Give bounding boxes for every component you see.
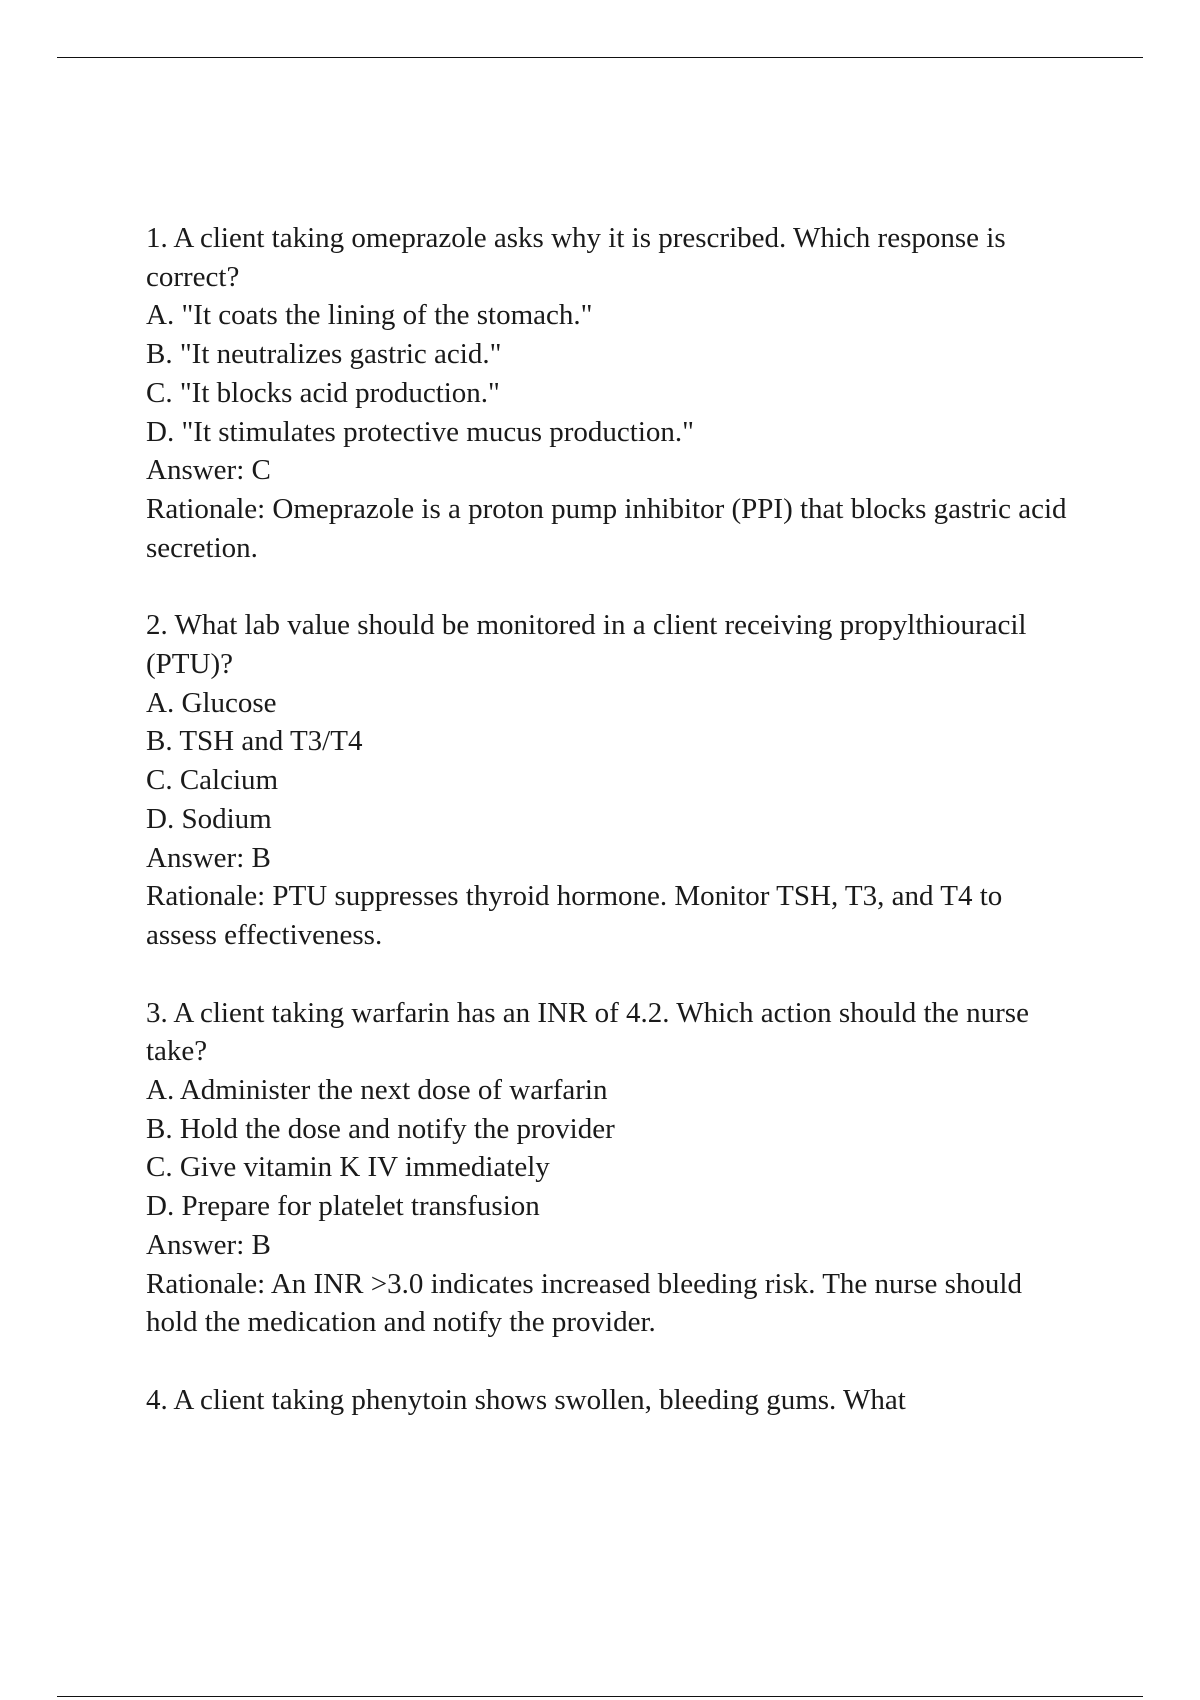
question-2 <box>146 606 1076 954</box>
question-3 <box>146 994 1076 1342</box>
header-rule <box>57 57 1143 58</box>
answer-option: A. Administer the next dose of warfarin <box>146 1074 608 1107</box>
rationale: Rationale: An INR >3.0 indicates increased bleeding risk. The nurse should hold the medication and notify the provider. <box>146 1267 1030 1339</box>
answer-option: C. Give vitamin K IV immediately <box>146 1151 550 1184</box>
correct-answer: Answer: C <box>146 454 271 487</box>
answer-option: A. "It coats the lining of the stomach." <box>146 299 593 332</box>
document-body <box>146 219 1076 1459</box>
question-stem: 1. A client taking omeprazole asks why it is prescribed. Which response is correct? <box>146 222 1013 293</box>
footer-rule <box>57 1696 1143 1697</box>
rationale: Rationale: Omeprazole is a proton pump inhibitor (PPI) that blocks gastric acid secretion. <box>146 492 1074 564</box>
answer-option: D. Prepare for platelet transfusion <box>146 1190 540 1223</box>
question-stem: 4. A client taking phenytoin shows swollen, bleeding gums. What <box>146 1383 906 1416</box>
question-1 <box>146 219 1076 567</box>
answer-option: D. Sodium <box>146 802 272 835</box>
question-stem: 2. What lab value should be monitored in a client receiving propylthiouracil (PTU)? <box>146 609 1034 681</box>
answer-option: B. TSH and T3/T4 <box>146 725 363 758</box>
answer-option: D. "It stimulates protective mucus production." <box>146 415 694 448</box>
answer-option: B. "It neutralizes gastric acid." <box>146 338 502 371</box>
answer-option: C. "It blocks acid production." <box>146 376 500 409</box>
correct-answer: Answer: B <box>146 1228 271 1261</box>
rationale: Rationale: PTU suppresses thyroid hormone. Monitor TSH, T3, and T4 to assess effectiveness. <box>146 880 1010 951</box>
question-4 <box>146 1381 1076 1420</box>
answer-option: A. Glucose <box>146 686 277 719</box>
question-stem: 3. A client taking warfarin has an INR of 4.2. Which action should the nurse take? <box>146 996 1037 1068</box>
answer-option: C. Calcium <box>146 764 279 797</box>
answer-option: B. Hold the dose and notify the provider <box>146 1112 615 1145</box>
correct-answer: Answer: B <box>146 841 271 874</box>
